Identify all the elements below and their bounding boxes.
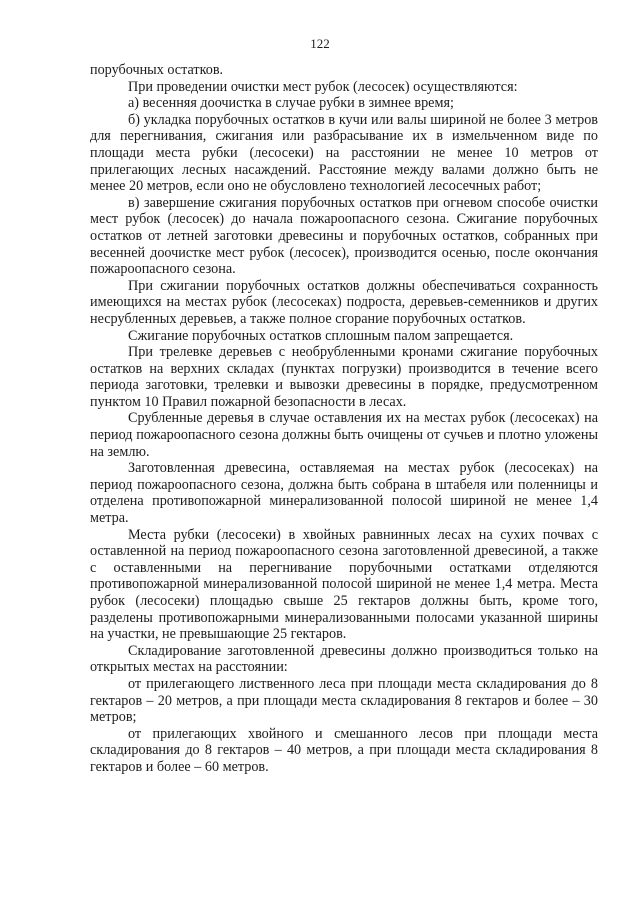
paragraph: Срубленные деревья в случае оставления их на местах рубок (лесосеках) на период пожароопасного сезона должны быть очищены от сучьев и плотно уложены на землю. [90, 410, 598, 460]
page-number: 122 [310, 36, 330, 51]
paragraph: а) весенняя доочистка в случае рубки в зимнее время; [128, 95, 454, 112]
paragraph: Заготовленная древесина, оставляемая на местах рубок (лесосеках) на период пожароопасного сезона, должна быть собрана в штабеля или поленницы и отделена противопожарной минерализованной полосой шириной не менее 1,4 метра. [90, 460, 598, 527]
paragraph: Сжигание порубочных остатков сплошным палом запрещается. [128, 327, 514, 344]
paragraph: Места рубки (лесосеки) в хвойных равнинных лесах на сухих почвах с оставленной на период пожароопасного сезона заготовленной древесиной, а также с оставленными на перегнивание порубочными остатками отделяются противопожарной минерализованной полосой шириной не менее 1,4 метра. Места рубок (лесосеки) площадью свыше 25 гектаров должны быть, кроме того, разделены противопожарными минерализованными полосами указанной ширины на участки, не превышающие 25 гектаров. [90, 526, 598, 643]
paragraph: При проведении очистки мест рубок (лесосек) осуществляются: [128, 78, 518, 95]
body-text [90, 62, 598, 776]
paragraph: в) завершение сжигания порубочных остатков при огневом способе очистки мест рубок (лесосек) до начала пожароопасного сезона. Сжигание порубочных остатков от летней заготовки древесины и порубочных остатков, собранных при весенней доочистке мест рубок (лесосек), производится осенью, после окончания пожароопасного сезона. [90, 194, 598, 278]
paragraph: б) укладка порубочных остатков в кучи или валы шириной не более 3 метров для перегнивания, сжигания или разбрасывание их в измельченном виде по площади места рубки (лесосеки) на расстоянии не менее 10 метров от прилегающих лесных насаждений. Расстояние между валами должно быть не менее 20 метров, если оно не обусловлено технологией лесосечных работ; [90, 111, 598, 195]
paragraph: При трелевке деревьев с необрубленными кронами сжигание порубочных остатков на верхних складах (пунктах погрузки) производится в течение всего периода заготовки, трелевки и вывозки древесины в порядке, предусмотренном пунктом 10 Правил пожарной безопасности в лесах. [90, 344, 598, 410]
paragraph: от прилегающего лиственного леса при площади места складирования до 8 гектаров – 20 метров, а при площади места складирования 8 гектаров и более – 30 метров; [90, 675, 598, 726]
paragraph: Складирование заготовленной древесины должно производиться только на открытых местах на расстоянии: [90, 642, 598, 676]
paragraph-continuation: порубочных остатков. [90, 62, 224, 78]
paragraph: от прилегающих хвойного и смешанного лесов при площади места складирования до 8 гектаров – 40 метров, а при площади места складирования 8 гектаров и более – 60 метров. [90, 725, 598, 775]
paragraph: При сжигании порубочных остатков должны обеспечиваться сохранность имеющихся на местах рубок (лесосеках) подроста, деревьев-семенников и других несрубленных деревьев, а также полное сгорание порубочных остатков. [90, 277, 598, 327]
